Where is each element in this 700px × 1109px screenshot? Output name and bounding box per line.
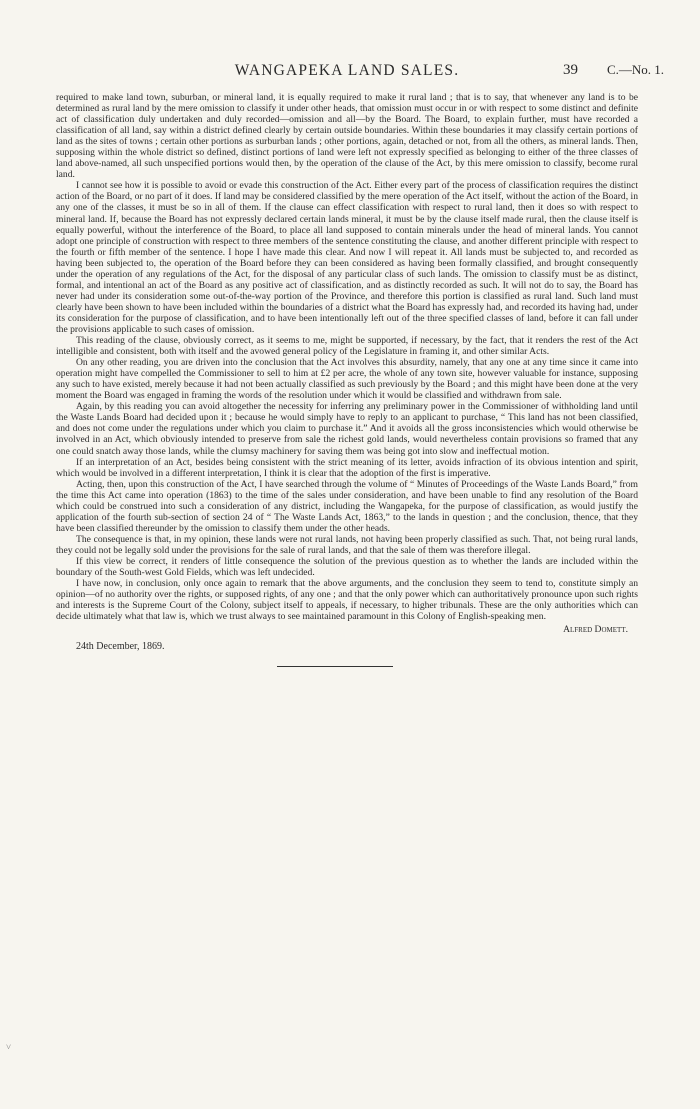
closing-rule: [277, 666, 393, 667]
page-title: WANGAPEKA LAND SALES.: [234, 62, 460, 79]
paragraph: The consequence is that, in my opinion, these lands were not rural lands, not having been properly classified as such. That, not being rural lands, they could not be legally sold under the provisions for the sale of rural lands, and that the sale of them was therefore illegal.: [56, 533, 638, 556]
paragraph: This reading of the clause, obviously correct, as it seems to me, might be supported, if necessary, by the fact, that it renders the rest of the Act intelligible and consistent, both with itself and the avowed general policy of the Legislature in framing it, and other similar Acts.: [56, 335, 638, 358]
document-date: 24th December, 1869.: [76, 641, 165, 653]
document-reference: C.—No. 1.: [606, 62, 664, 77]
page-header: [56, 62, 664, 84]
document-body: [56, 92, 638, 622]
paragraph: I have now, in conclusion, only once again to remark that the above arguments, and the conclusion they seem to tend to, constitute simply an opinion—of no authority over the rights, or supposed rights, of any one ; and that the only power which can authoritatively pronounce upon such rights and interests is the Supreme Court of the Colony, subject itself to appeals, if necessary, to higher tribunals. These are the only authorities which can decide ultimately what that law is, which we trust always to see maintained paramount in this Colony of English-speaking men.: [56, 578, 638, 623]
signature: Alfred Domett.: [563, 624, 628, 636]
page-number: 39: [563, 62, 578, 78]
document-page: [56, 62, 664, 667]
paragraph: Acting, then, upon this construction of the Act, I have searched through the volume of “ Minutes of Proceedings of the Waste Lands Board,” from the time this Act came into operation (1863) to the time of the sales under consideration, and have been unable to find any resolution of the Board which could be construed into such a consideration of any district, including the Wangapeka, for the purpose of classification, as would justify the application of the fourth sub-section of section 24 of “ The Waste Lands Act, 1863,” to the lands in question ; and the conclusion, thence, that they have been classified thereunder by the omission to classify them under the other heads.: [56, 478, 638, 534]
paragraph: On any other reading, you are driven into the conclusion that the Act involves this absurdity, namely, that any one at any time since it came into operation might have compelled the Commissioner to sell to him at £2 per acre, the whole of any town site, however valuable for instance, supposing any such to have existed, merely because it had not been actually classified as such previously by the Board ; and this might have been done at the very moment the Board was engaged in framing the words of the resolution under which it would be classified and withdrawn from sale.: [56, 357, 638, 402]
paragraph: If an interpretation of an Act, besides being consistent with the strict meaning of its letter, avoids infraction of its obvious intention and spirit, which would be involved in a different interpretation, I think it is clear that the adoption of the first is imperative.: [56, 456, 638, 479]
paragraph: required to make land town, suburban, or mineral land, it is equally required to make it rural land ; that is to say, that whenever any land is to be determined as rural land by the mere omission to classify it under other heads, that omission must occur in or with respect to some distinct and definite act of classification duly undertaken and duly recorded—omission and all—by the Board. The Board, to explain further, must have recorded a classification of all land, say within a district defined clearly by certain outside boundaries. Within these boundaries it may classify certain portions of land as the sites of towns ; certain other portions as surburban lands ; other portions, again, detached or not, from all the others, as mineral lands. Then, supposing within the whole district so defined, distinct portions of land were left not expressly specified as belonging to either of the three classes of land above-named, all such unspecified portions would then, by the operation of the clause of the Act, by this mere omission to classify, become rural land.: [56, 92, 638, 181]
paragraph: Again, by this reading you can avoid altogether the necessity for inferring any preliminary power in the Commissioner of withholding land until the Waste Lands Board had decided upon it ; because he would simply have to reply to an applicant to purchase, “ This land has not been classified, and does not come under the regulations under which you claim to purchase it.” And it avoids all the gross inconsistencies which would otherwise be involved in an Act, which obviously intended to preserve from sale the richest gold lands, would nevertheless contain provisions so framed that any one could snatch away those lands, while the clumsy machinery for saving them was being got into slow and ineffectual motion.: [56, 401, 638, 457]
paragraph: I cannot see how it is possible to avoid or evade this construction of the Act. Either every part of the process of classification requires the distinct action of the Board, or no part of it does. If land may be considered classified by the mere operation of the Act itself, without the action of the Board, in any one of the classes, it must be so in all of them. If the clause can effect classification with respect to rural land, then it does so with respect to mineral land. If, because the Board has not expressly declared certain lands mineral, it must be by the clause itself made rural, then the clause itself is equally powerful, without the interference of the Board, to place all land supposed to contain minerals under the head of mineral lands. You cannot adopt one principle of construction with respect to three members of the sentence constituting the clause, and another different principle with respect to the fourth or fifth member of the sentence. I hope I have made this clear. And now I will repeat it. All lands must be subjected to, and recorded as having been subjected to, the operation of the Board before they can been considered as having been formally classified, and brought consequently under the operation of any regulations of the Act, for the disposal of any particular class of such lands. The omission to classify must be as distinct, formal, and intentional an act of the Board as any positive act of classification, and as distinctly recorded as such. It will not do to say, the Board has never had under its consideration some out-of-the-way portion of the Province, and therefore this portion is classified as rural land. Such land must clearly have been shown to have been included within the boundaries of a district what the Board has expressly had, and recorded its having had, under its consideration for the purpose of classification, and to have been intentionally left out of the three specified classes of land, before it can fall under the provisions applicable to such cases of omission.: [56, 180, 638, 335]
paragraph: If this view be correct, it renders of little consequence the solution of the previous question as to whether the lands are included within the boundary of the South-west Gold Fields, which was left undecided.: [56, 555, 638, 579]
scan-mark: ˅: [6, 1042, 12, 1052]
